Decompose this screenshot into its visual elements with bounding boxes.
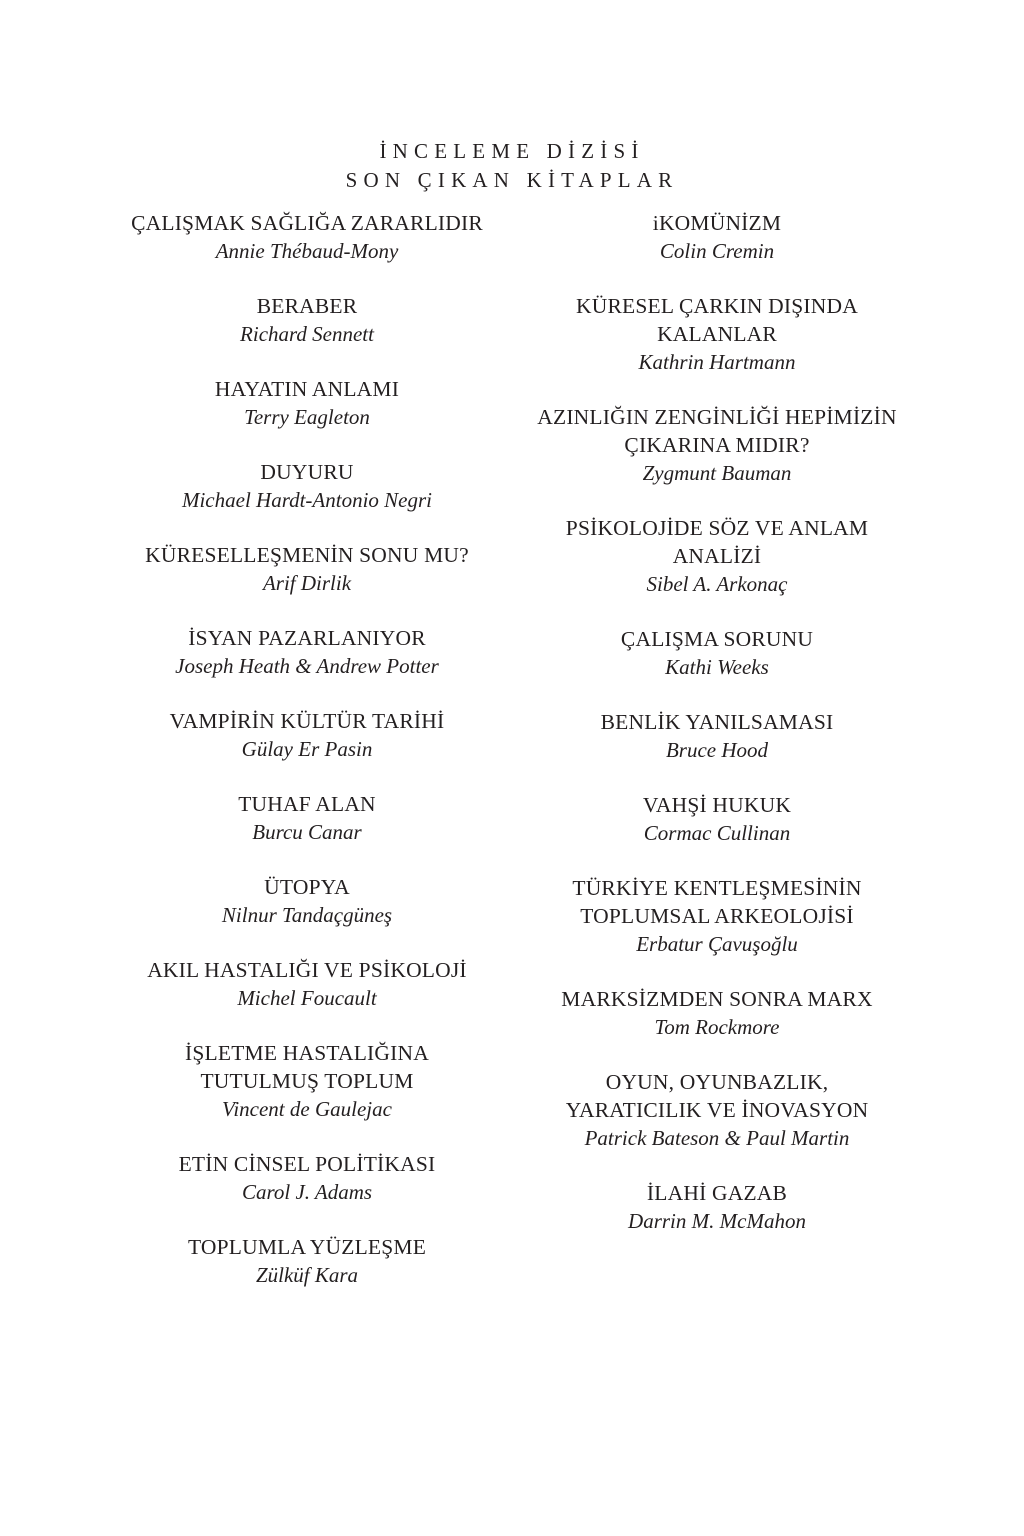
book-title: VAHŞİ HUKUK [642,793,792,817]
book-author: Arif Dirlik [262,571,352,595]
book-entry [507,791,927,847]
book-entry [507,708,927,764]
book-entry [507,1068,927,1152]
book-author: Terry Eagleton [244,405,370,429]
book-author: Kathrin Hartmann [638,350,796,374]
book-title: HAYATIN ANLAMI [214,377,400,401]
book-title: KÜRESEL ÇARKIN DIŞINDA KALANLAR [576,294,858,346]
book-author: Cormac Cullinan [643,821,791,845]
book-entry [97,624,517,680]
right-book-column [507,209,927,1262]
book-entry [97,707,517,763]
book-title: PSİKOLOJİDE SÖZ VE ANLAM ANALİZİ [565,516,869,568]
book-title: TÜRKİYE KENTLEŞMESİNİN TOPLUMSAL ARKEOLOJİSİ [572,876,862,928]
book-author: Bruce Hood [665,738,769,762]
book-entry [97,292,517,348]
left-book-column [97,209,517,1316]
book-author: Annie Thébaud-Mony [215,239,399,263]
book-author: Tom Rockmore [654,1015,780,1039]
book-title: ÇALIŞMA SORUNU [620,627,814,651]
book-title: ETİN CİNSEL POLİTİKASI [178,1152,436,1176]
book-title: OYUN, OYUNBAZLIK, YARATICILIK VE İNOVASYON [565,1070,869,1122]
book-author: Joseph Heath & Andrew Potter [175,654,439,678]
book-title: ÇALIŞMAK SAĞLIĞA ZARARLIDIR [131,211,483,235]
book-author: Sibel A. Arkonaç [646,572,788,596]
book-entry [97,458,517,514]
book-author: Zülküf Kara [255,1263,359,1287]
book-author: Vincent de Gaulejac [222,1097,392,1121]
series-header [0,137,1024,195]
book-entry [507,625,927,681]
book-author: Gülay Er Pasin [241,737,373,761]
book-entry [97,1039,517,1123]
book-title: iKOMÜNİZM [652,211,782,235]
book-entry [507,1179,927,1235]
book-entry [507,209,927,265]
book-author: Colin Cremin [659,239,775,263]
book-entry [97,790,517,846]
book-author: Patrick Bateson & Paul Martin [584,1126,850,1150]
book-entry [97,956,517,1012]
book-title: KÜRESELLEŞMENİN SONU MU? [145,543,469,567]
book-author: Nilnur Tandaçgüneş [221,903,393,927]
book-title: BERABER [256,294,358,318]
book-author: Carol J. Adams [241,1180,373,1204]
series-name: İNCELEME DİZİSİ [379,139,645,163]
book-entry [97,541,517,597]
book-title: DUYURU [260,460,354,484]
book-author: Michael Hardt-Antonio Negri [181,488,433,512]
book-title: MARKSİZMDEN SONRA MARX [561,987,873,1011]
book-author: Zygmunt Bauman [642,461,792,485]
book-title: İSYAN PAZARLANIYOR [188,626,426,650]
series-subtitle: SON ÇIKAN KİTAPLAR [345,168,679,192]
book-author: Burcu Canar [252,820,362,844]
book-title: AZINLIĞIN ZENGİNLİĞİ HEPİMİZİN ÇIKARINA MIDIR? [537,405,897,457]
book-entry [507,403,927,487]
book-title: TUHAF ALAN [238,792,376,816]
book-entry [97,209,517,265]
book-entry [507,985,927,1041]
book-entry [97,873,517,929]
book-entry [97,1150,517,1206]
book-title: BENLİK YANILSAMASI [600,710,834,734]
book-entry [97,375,517,431]
book-title: VAMPİRİN KÜLTÜR TARİHİ [169,709,445,733]
book-entry [507,292,927,376]
book-title: TOPLUMLA YÜZLEŞME [187,1235,427,1259]
book-title: AKIL HASTALIĞI VE PSİKOLOJİ [147,958,467,982]
book-entry [507,874,927,958]
book-author: Erbatur Çavuşoğlu [636,932,798,956]
book-entry [97,1233,517,1289]
book-title: ÜTOPYA [264,875,350,899]
book-entry [507,514,927,598]
book-author: Kathi Weeks [665,655,769,679]
book-author: Darrin M. McMahon [628,1209,806,1233]
book-author: Michel Foucault [237,986,377,1010]
book-title: İŞLETME HASTALIĞINA TUTULMUŞ TOPLUM [185,1041,429,1093]
book-title: İLAHİ GAZAB [646,1181,788,1205]
book-author: Richard Sennett [240,322,374,346]
